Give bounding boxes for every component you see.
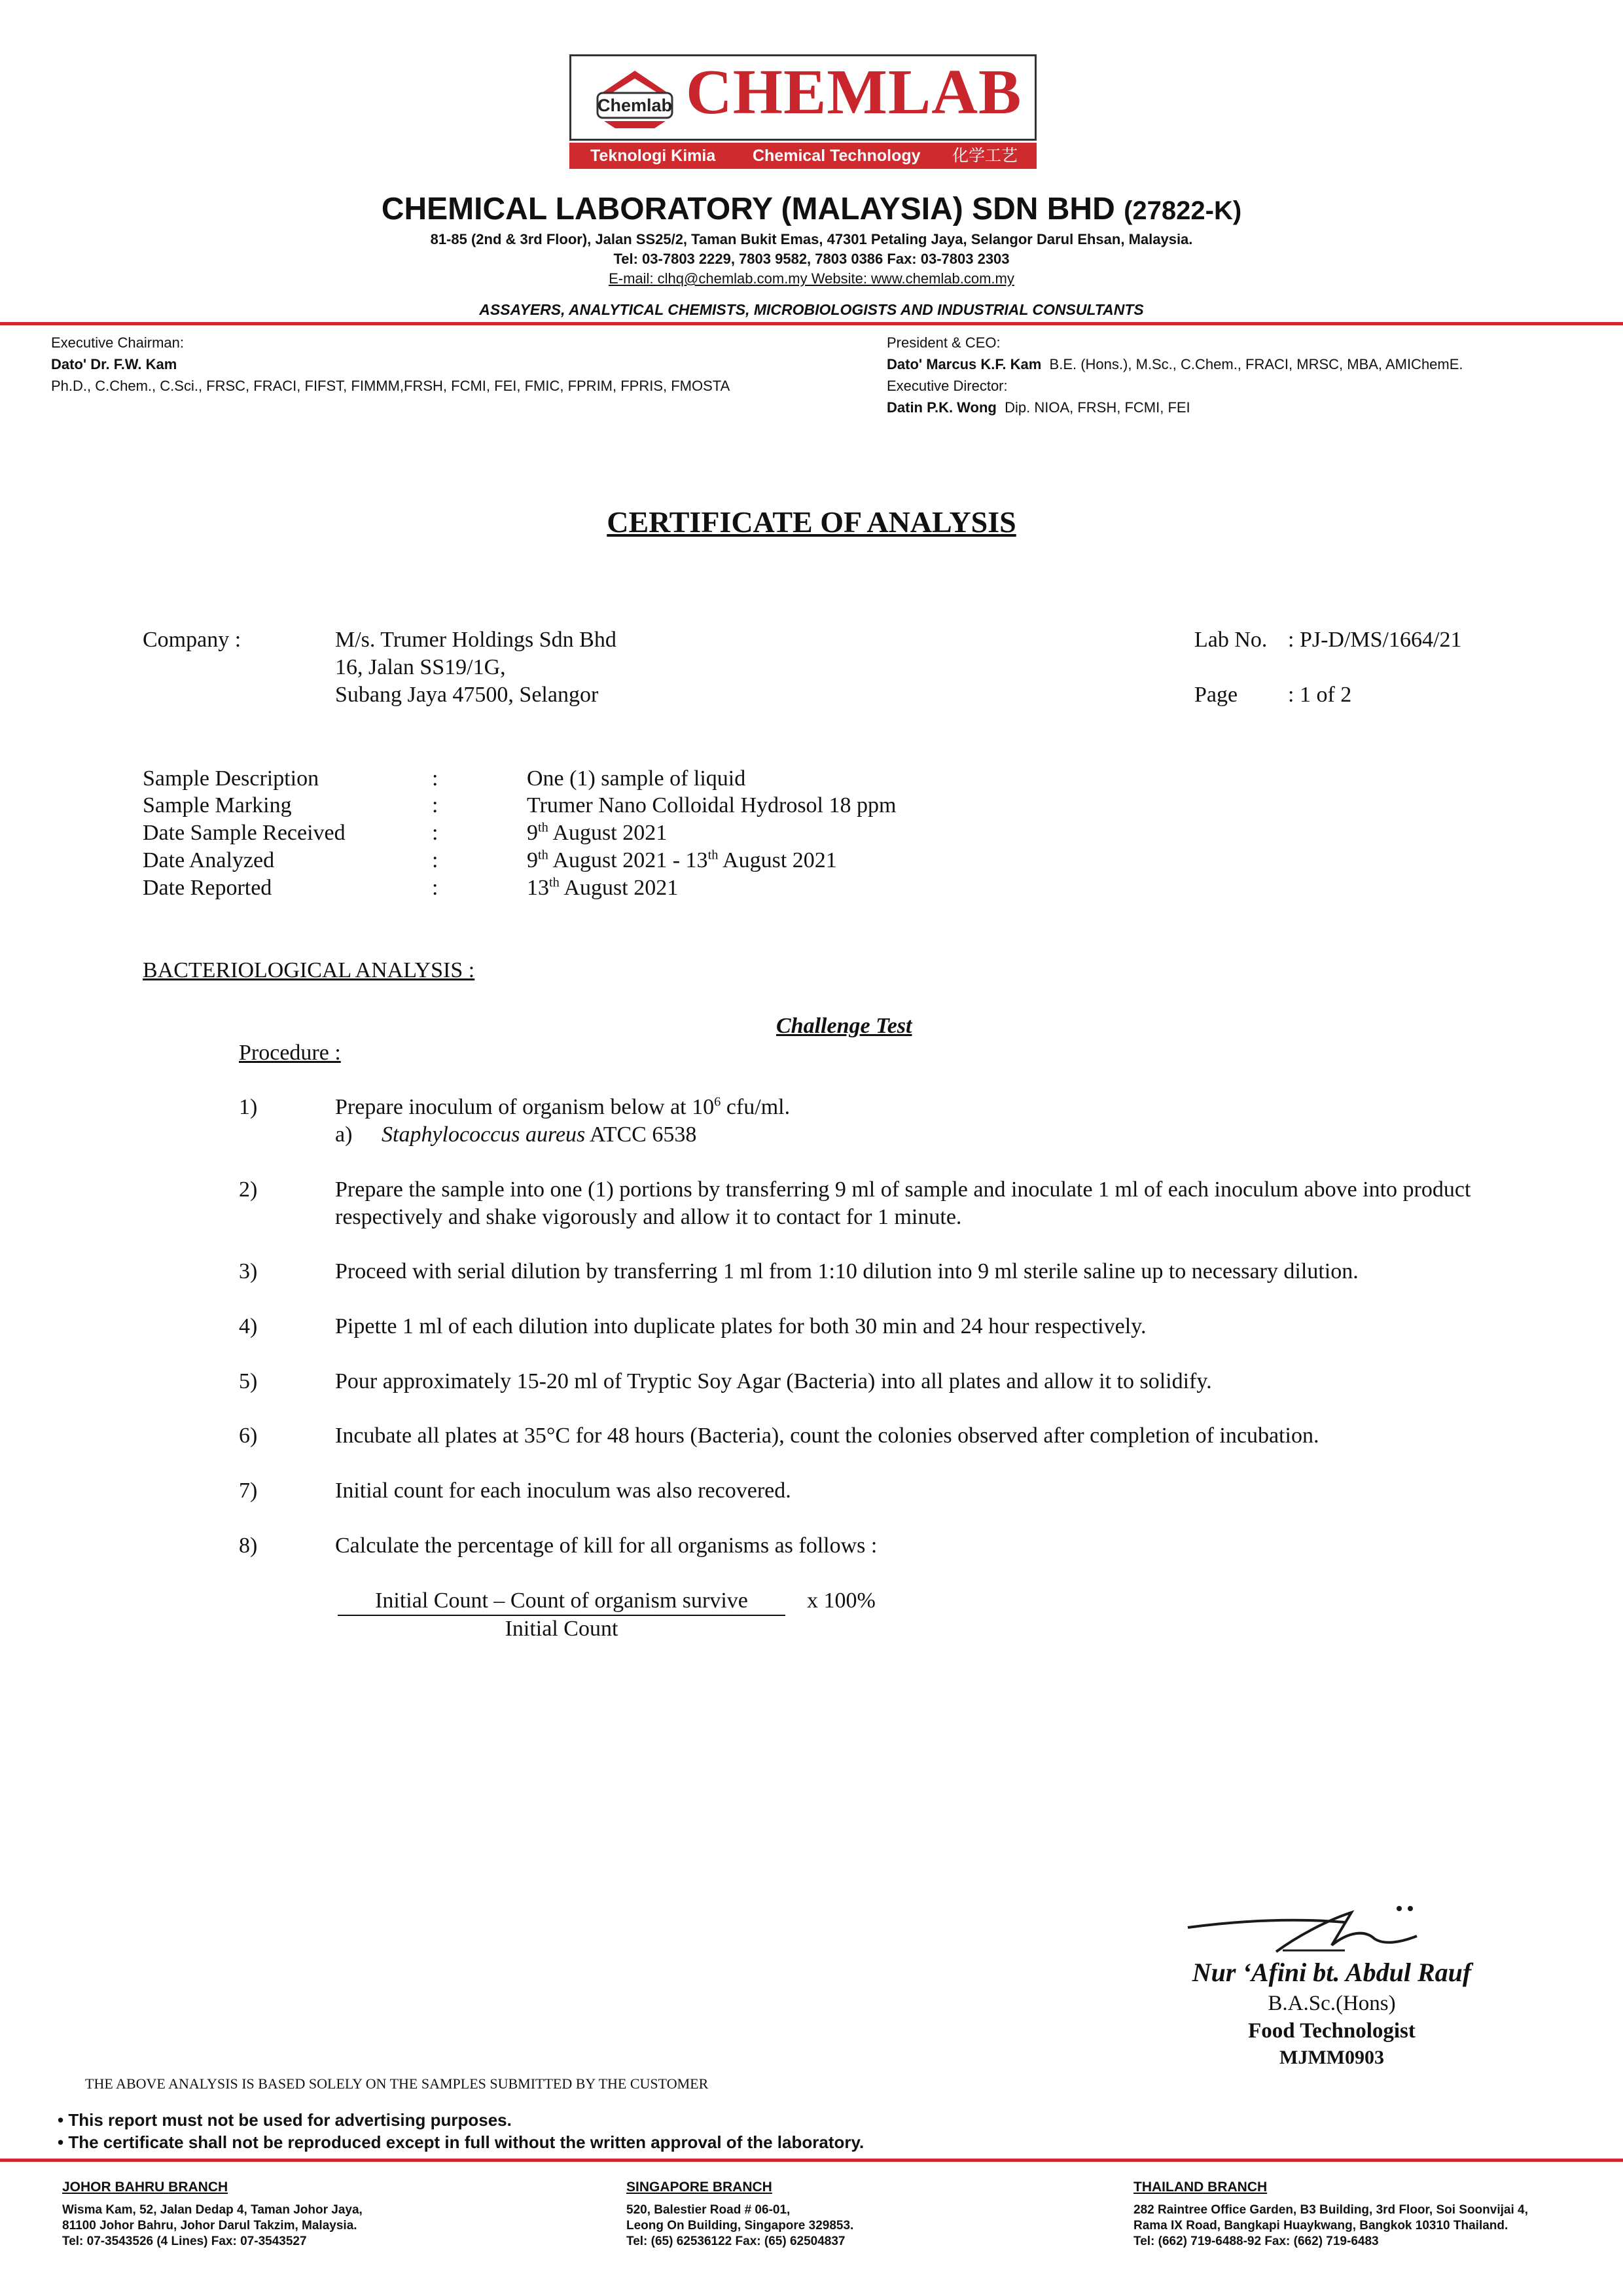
sub-step-organism (382, 1121, 696, 1149)
logo-strip-chinese: 化学工艺 (952, 147, 1018, 165)
detail-value-received (527, 819, 667, 847)
date-part: August 2021 (718, 848, 837, 872)
officer-left-role: Executive Chairman: (51, 334, 184, 351)
signatory-name: Nur ‘Afini bt. Abdul Rauf (1192, 1958, 1472, 1987)
detail-label-received: Date Sample Received (143, 821, 346, 845)
company-name-text: CHEMICAL LABORATORY (MALAYSIA) SDN BHD (381, 192, 1115, 226)
officer-right-line2 (887, 397, 1190, 418)
step-number: 8) (239, 1534, 258, 1558)
page-label: Page (1194, 683, 1238, 707)
certificate-title: CERTIFICATE OF ANALYSIS (607, 505, 1016, 539)
detail-colon: : (432, 793, 438, 817)
detail-value-description: One (1) sample of liquid (527, 766, 746, 791)
branch-line: 520, Balestier Road # 06-01, (626, 2203, 791, 2217)
header-divider (0, 322, 1623, 325)
company-name (0, 190, 1623, 230)
date-part: August 2021 - 13 (548, 848, 708, 872)
section-title: BACTERIOLOGICAL ANALYSIS : (143, 958, 475, 982)
formula-denominator: Initial Count (505, 1617, 618, 1641)
company-email-website: E-mail: clhq@chemlab.com.my Website: www.chemlab.com.my (609, 270, 1014, 287)
detail-colon: : (432, 766, 438, 791)
step-text (335, 1094, 1526, 1121)
formula-multiplier: x 100% (807, 1588, 876, 1613)
date-suffix: th (549, 875, 560, 890)
officer-right-role2: Executive Director: (887, 378, 1008, 394)
detail-value-reported (527, 874, 678, 902)
date-part: August 2021 (548, 821, 668, 845)
officer-left-quals: Ph.D., C.Chem., C.Sci., FRSC, FRACI, FIFST, FIMMM,FRSH, FCMI, FEI, FMIC, FPRIM, FPRIS, FMOSTA (51, 378, 730, 394)
step-text: Pipette 1 ml of each dilution into duplicate plates for both 30 min and 24 hour respectively. (335, 1314, 1147, 1338)
branch-line: 81100 Johor Bahru, Johor Darul Takzim, Malaysia. (62, 2219, 357, 2233)
detail-label-analyzed: Date Analyzed (143, 848, 275, 872)
date-part: 9 (527, 821, 538, 845)
organism-name: Staphylococcus aureus (382, 1122, 586, 1147)
step-number: 3) (239, 1259, 258, 1283)
step-text: Proceed with serial dilution by transferring 1 ml from 1:10 dilution into 9 ml sterile saline up to necessary dilution. (335, 1259, 1359, 1283)
branch-line: Rama IX Road, Bangkapi Huaykwang, Bangkok 10310 Thailand. (1133, 2219, 1508, 2233)
date-part: 9 (527, 848, 538, 872)
step-number: 7) (239, 1479, 258, 1503)
reproduction-note: • The certificate shall not be reproduced except in full without the written approval of the laboratory. (58, 2132, 865, 2152)
detail-label-marking: Sample Marking (143, 793, 292, 817)
branch-line: Tel: 07-3543526 (4 Lines) Fax: 07-3543527 (62, 2234, 307, 2248)
signatory-registration: MJMM0903 (1279, 2047, 1384, 2068)
lab-no-label: Lab No. (1194, 628, 1268, 652)
step-text: Calculate the percentage of kill for all organisms as follows : (335, 1534, 878, 1558)
lab-no-value: : PJ-D/MS/1664/21 (1288, 628, 1462, 652)
step-text: Pour approximately 15-20 ml of Tryptic Soy Agar (Bacteria) into all plates and allow it to solidify. (335, 1369, 1212, 1393)
emblem-label: Chemlab (597, 96, 673, 115)
detail-colon: : (432, 876, 438, 900)
step-text-part: Prepare inoculum of organism below at 10 (335, 1095, 715, 1119)
detail-label-description: Sample Description (143, 766, 319, 791)
customer-address-2: Subang Jaya 47500, Selangor (335, 683, 599, 707)
analysis-basis-note: THE ABOVE ANALYSIS IS BASED SOLELY ON THE SAMPLES SUBMITTED BY THE CUSTOMER (85, 2075, 709, 2092)
detail-colon: : (432, 821, 438, 845)
consultants-line: ASSAYERS, ANALYTICAL CHEMISTS, MICROBIOLOGISTS AND INDUSTRIAL CONSULTANTS (479, 301, 1144, 318)
customer-name: M/s. Trumer Holdings Sdn Bhd (335, 628, 616, 652)
detail-colon: : (432, 848, 438, 872)
step-number: 2) (239, 1177, 258, 1202)
organism-strain: ATCC 6538 (585, 1122, 697, 1147)
step-number: 6) (239, 1424, 258, 1448)
exponent: 6 (714, 1094, 721, 1109)
step-number: 1) (239, 1095, 258, 1119)
officer-right-quals2: Dip. NIOA, FRSH, FCMI, FEI (1005, 399, 1190, 416)
branch-title-singapore: SINGAPORE BRANCH (626, 2179, 772, 2195)
detail-value-marking: Trumer Nano Colloidal Hydrosol 18 ppm (527, 793, 897, 817)
sub-step-label: a) (335, 1122, 353, 1147)
formula-numerator: Initial Count – Count of organism survive (338, 1587, 785, 1616)
officer-left-name: Dato' Dr. F.W. Kam (51, 356, 177, 372)
date-part: August 2021 (559, 876, 679, 900)
signatory-title: Food Technologist (1248, 2019, 1416, 2043)
officer-right-name1: Dato' Marcus K.F. Kam (887, 356, 1042, 372)
company-address: 81-85 (2nd & 3rd Floor), Jalan SS25/2, Taman Bukit Emas, 47301 Petaling Jaya, Selangor Darul Ehsan, Malaysia. (430, 231, 1193, 247)
company-reg-no: (27822-K) (1124, 196, 1242, 225)
step-text-part: cfu/ml. (721, 1095, 791, 1119)
date-suffix: th (538, 848, 548, 863)
officer-right-role1: President & CEO: (887, 334, 1001, 351)
step-number: 4) (239, 1314, 258, 1338)
detail-label-reported: Date Reported (143, 876, 272, 900)
footer-divider (0, 2159, 1623, 2162)
advertising-note: • This report must not be used for advertising purposes. (58, 2110, 512, 2130)
signature-image (1185, 1898, 1459, 1964)
branch-line: Tel: (65) 62536122 Fax: (65) 62504837 (626, 2234, 846, 2248)
logo-strip-malay: Teknologi Kimia (590, 147, 716, 165)
test-title: Challenge Test (776, 1014, 912, 1038)
branch-line: Wisma Kam, 52, Jalan Dedap 4, Taman Johor Jaya, (62, 2203, 363, 2217)
logo-wordmark: CHEMLAB (686, 57, 1022, 128)
branch-line: 282 Raintree Office Garden, B3 Building, 3rd Floor, Soi Soonvijai 4, (1133, 2203, 1528, 2217)
date-suffix: th (707, 848, 719, 863)
officer-right-quals1: B.E. (Hons.), M.Sc., C.Chem., FRACI, MRSC, MBA, AMIChemE. (1049, 356, 1463, 372)
branch-line: Tel: (662) 719-6488-92 Fax: (662) 719-6483 (1133, 2234, 1379, 2248)
page-value: : 1 of 2 (1288, 683, 1352, 707)
procedure-label: Procedure : (239, 1041, 341, 1065)
chemlab-emblem-icon (592, 65, 677, 131)
officer-right-name2: Datin P.K. Wong (887, 399, 997, 416)
step-text: Initial count for each inoculum was also recovered. (335, 1479, 791, 1503)
step-text: Incubate all plates at 35°C for 48 hours (Bacteria), count the colonies observed after completion of incubation. (335, 1424, 1319, 1448)
branch-line: Leong On Building, Singapore 329853. (626, 2219, 854, 2233)
signatory-degree: B.A.Sc.(Hons) (1268, 1992, 1396, 2015)
company-tel-fax: Tel: 03-7803 2229, 7803 9582, 7803 0386 Fax: 03-7803 2303 (613, 251, 1010, 267)
step-number: 5) (239, 1369, 258, 1393)
customer-address-1: 16, Jalan SS19/1G, (335, 655, 506, 679)
date-part: 13 (527, 876, 549, 900)
branch-title-thailand: THAILAND BRANCH (1133, 2179, 1268, 2195)
date-suffix: th (538, 820, 548, 835)
detail-value-analyzed (527, 847, 837, 874)
step-text: Prepare the sample into one (1) portions by transferring 9 ml of sample and inoculate 1 ml of each inoculum above into product respectively and shake vigorously and allow it to contact for 1 minute. (335, 1177, 1471, 1229)
logo-strip-english: Chemical Technology (753, 147, 921, 165)
officer-right-line1 (887, 354, 1463, 375)
branch-title-johor: JOHOR BAHRU BRANCH (62, 2179, 228, 2195)
company-label: Company : (143, 628, 241, 652)
